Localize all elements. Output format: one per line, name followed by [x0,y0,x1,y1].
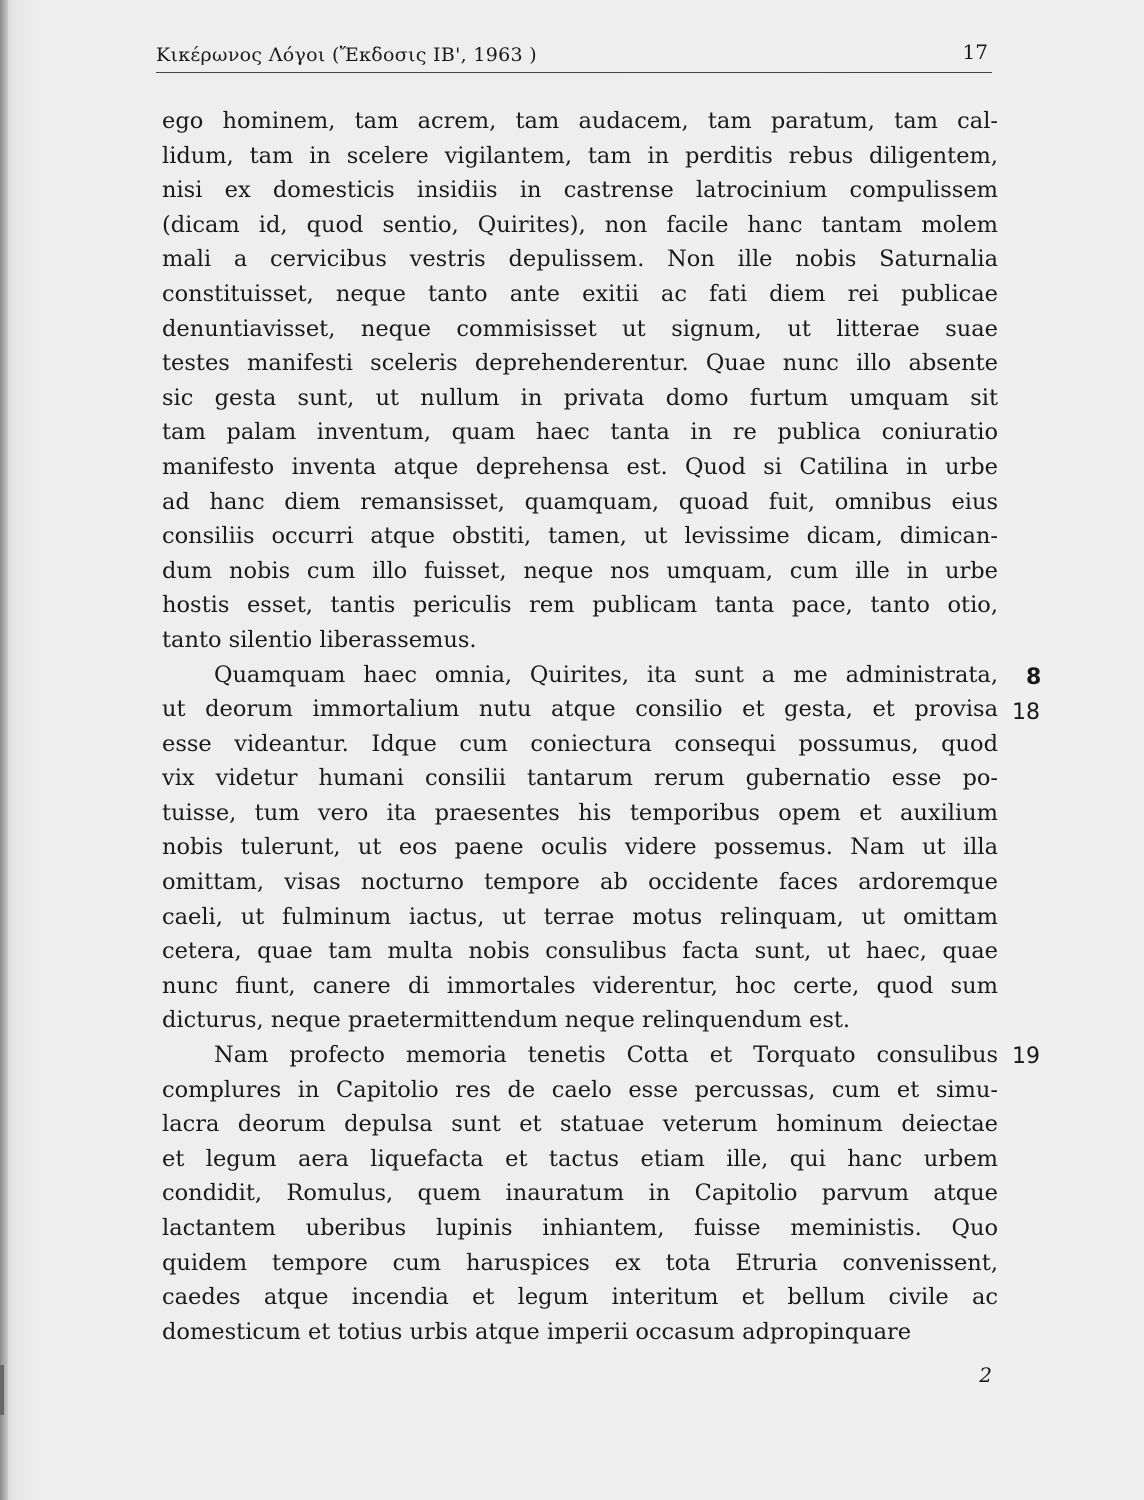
text-line: tam palam inventum, quam haec tanta in re publica coniuratio [162,419,998,446]
text-line: ego hominem, tam acrem, tam audacem, tam paratum, tam cal- [162,108,998,134]
margin-line-number-18: 18 [1012,700,1040,725]
text-line: testes manifesti sceleris deprehenderentur. Quae nunc illo absente [162,350,998,377]
signature-mark: 2 [979,1363,992,1387]
page-number: 17 [962,40,988,64]
text-line: caeli, ut fulminum iactus, ut terrae motus relinquam, ut omittam [162,903,998,930]
text-line: ad hanc diem remansisset, quamquam, quoad fuit, omnibus eius [162,488,998,515]
text-line: lactantem uberibus lupinis inhiantem, fuisse meministis. Quo [162,1215,998,1241]
text-line: quidem tempore cum haruspices ex tota Etruria convenissent, [162,1249,998,1276]
running-header [156,28,992,73]
text-line: domesticum et totius urbis atque imperii occasum adpropinquare [162,1318,912,1345]
text-line: nisi ex domesticis insidiis in castrense latrocinium compulissem [162,177,998,204]
text-line: et legum aera liquefacta et tactus etiam ille, qui hanc urbem [162,1145,998,1172]
body-text [162,104,998,1349]
text-line: denuntiavisset, neque commisisset ut signum, ut litterae suae [162,315,998,342]
text-line: vix videtur humani consilii tantarum rerum gubernatio esse po- [162,765,998,792]
text-line: esse videantur. Idque cum coniectura consequi possumus, quod [162,730,998,757]
text-line: sic gesta sunt, ut nullum in privata domo furtum umquam sit [162,384,998,411]
text-line: dum nobis cum illo fuisset, neque nos umquam, cum ille in urbe [162,557,998,584]
text-line: dicturus, neque praetermittendum neque relinquendum est. [162,1007,851,1034]
scan-edge-mark [0,1365,4,1415]
text-line: (dicam id, quod sentio, Quirites), non facile hanc tantam molem [162,211,998,238]
text-line: constituisset, neque tanto ante exitii ac fati diem rei publicae [162,280,998,307]
text-line: caedes atque incendia et legum interitum et bellum civile ac [162,1284,998,1311]
text-line: mali a cervicibus vestris depulissem. Non ille nobis Saturnalia [162,246,998,273]
text-line: nobis tulerunt, ut eos paene oculis videre possemus. Nam ut illa [162,834,998,861]
text-line: omittam, visas nocturno tempore ab occidente faces ardoremque [162,869,998,896]
text-line: lacra deorum depulsa sunt et statuae veterum hominum deiectae [162,1111,998,1138]
running-header-title: Κικέρωνος Λόγοι (Ἔκδοσις ΙΒ', 1963 ) [156,44,537,66]
text-line: ut deorum immortalium nutu atque consilio et gesta, et provisa [162,696,998,723]
text-line: lidum, tam in scelere vigilantem, tam in perditis rebus diligentem, [162,142,998,169]
text-line: nunc fiunt, canere di immortales viderentur, hoc certe, quod sum [162,972,998,999]
text-line: manifesto inventa atque deprehensa est. Quod si Catilina in urbe [162,453,998,480]
text-line: tanto silentio liberassemus. [162,626,477,653]
text-line: consiliis occurri atque obstiti, tamen, ut levissime dicam, dimican- [162,523,998,550]
text-line: complures in Capitolio res de caelo esse percussas, cum et simu- [162,1076,998,1103]
text-line: cetera, quae tam multa nobis consulibus facta sunt, ut haec, quae [162,938,998,965]
text-line: Quamquam haec omnia, Quirites, ita sunt a me administrata, [214,661,998,688]
text-line: tuisse, tum vero ita praesentes his temporibus opem et auxilium [162,799,998,826]
page-gutter-shadow [0,0,8,1500]
margin-line-number-19: 19 [1012,1044,1040,1069]
section-number-8: 8 [1026,665,1042,690]
text-line: hostis esset, tantis periculis rem publicam tanta pace, tanto otio, [162,592,998,619]
text-line: condidit, Romulus, quem inauratum in Capitolio parvum atque [162,1180,998,1207]
text-line: Nam profecto memoria tenetis Cotta et Torquato consulibus [214,1042,998,1069]
